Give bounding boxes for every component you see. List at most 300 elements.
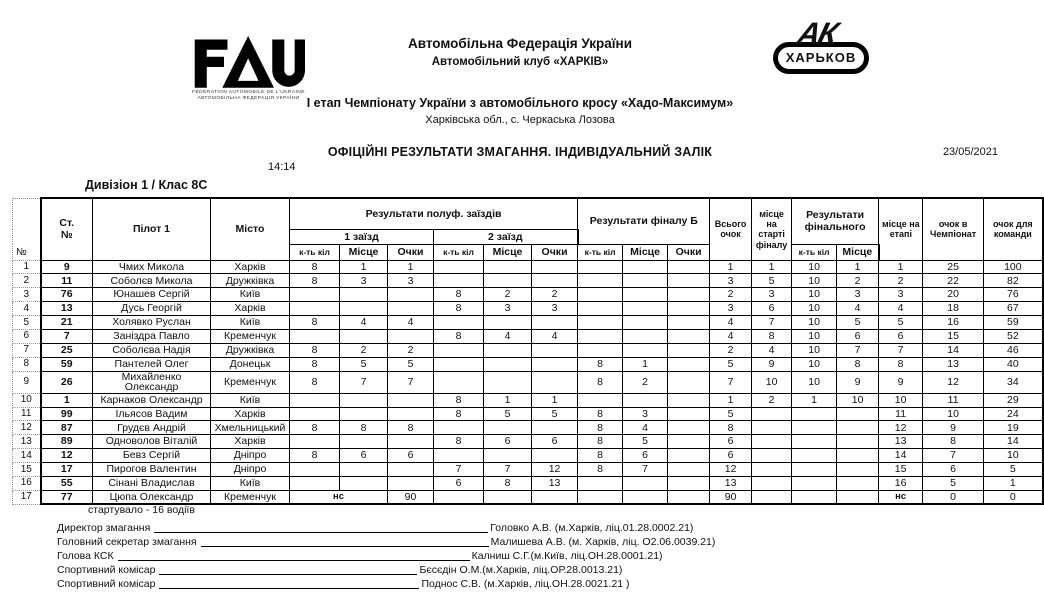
championship-points: 5: [923, 476, 984, 490]
team-points: 10: [984, 449, 1043, 463]
table-row: [13, 260, 1043, 274]
row-number: 17: [13, 490, 41, 504]
heat2-laps: 8: [434, 435, 484, 449]
heat1-laps: [290, 393, 340, 407]
final-place: 5: [837, 316, 879, 330]
finalb-laps: [578, 274, 623, 288]
finalb-place: 4: [623, 421, 668, 435]
finalb-points: [668, 302, 710, 316]
finalb-place: [623, 302, 668, 316]
heat1-laps: [290, 476, 340, 490]
city: Дніпро: [211, 463, 290, 477]
row-number: 11: [13, 407, 41, 421]
start-number: 76: [41, 288, 93, 302]
pilot-name: Цюпа Олександр: [93, 490, 211, 504]
finalb-place: 5: [623, 435, 668, 449]
table-row: [13, 449, 1043, 463]
final-laps: 10: [792, 343, 837, 357]
stage-place: 12: [879, 421, 923, 435]
heat1-points: 4: [388, 316, 434, 330]
heat1-place: [340, 393, 388, 407]
heat2-points: [532, 274, 578, 288]
event-title: І етап Чемпіонату України з автомобільного кросу «Хадо-Максимум»: [306, 96, 734, 110]
row-number: 10: [13, 393, 41, 407]
final-laps: 10: [792, 274, 837, 288]
col-header-finalb-laps: к-ть кіл: [578, 244, 623, 260]
col-header-team-points: очок для команди: [984, 198, 1043, 260]
final-place: [837, 449, 879, 463]
col-header-final: Результати фінального: [792, 198, 879, 244]
heat2-laps: 8: [434, 407, 484, 421]
pilot-name: Холявко Руслан: [93, 316, 211, 330]
total-points: 3: [710, 302, 752, 316]
heat1-laps: [290, 407, 340, 421]
finalb-points: [668, 371, 710, 393]
total-points: 4: [710, 329, 752, 343]
heat2-laps: [434, 357, 484, 371]
row-number: 12: [13, 421, 41, 435]
team-points: 0: [984, 490, 1043, 504]
col-header-final-start-place: місце на старті фіналу: [752, 198, 792, 260]
city: Кременчук: [211, 371, 290, 393]
team-points: 76: [984, 288, 1043, 302]
table-row: [13, 357, 1043, 371]
heat1-place: [340, 476, 388, 490]
table-row: [13, 288, 1043, 302]
final-laps: [792, 435, 837, 449]
pilot-name: Юнашев Сергій: [93, 288, 211, 302]
stage-place: нс: [879, 490, 923, 504]
col-header-final-place: Місце: [837, 244, 879, 260]
fau-caption-ua: АВТОМОБІЛЬНА ФЕДЕРАЦІЯ УКРАЇНИ: [197, 96, 300, 102]
stage-place: 9: [879, 371, 923, 393]
heat1-points: [388, 407, 434, 421]
finalb-laps: [578, 393, 623, 407]
row-number: 4: [13, 302, 41, 316]
heat1-laps: [290, 435, 340, 449]
col-header-heat2-points: Очки: [532, 244, 578, 260]
finalb-place: [623, 329, 668, 343]
signature-role: Голова КСК: [57, 550, 114, 562]
championship-points: 10: [923, 407, 984, 421]
final-place: [837, 463, 879, 477]
final-start-place: [752, 490, 792, 504]
heat1-place: [340, 435, 388, 449]
stage-place: 3: [879, 288, 923, 302]
championship-points: 0: [923, 490, 984, 504]
row-number: 15: [13, 463, 41, 477]
heat2-points: 5: [532, 407, 578, 421]
total-points: 12: [710, 463, 752, 477]
heat1-place: [340, 288, 388, 302]
team-points: 14: [984, 435, 1043, 449]
ak-kharkov-logo: [766, 16, 876, 74]
heat2-place: 8: [484, 476, 532, 490]
final-place: 7: [837, 343, 879, 357]
heat1-place: 1: [340, 260, 388, 274]
heat2-laps: [434, 490, 484, 504]
table-row: [13, 393, 1043, 407]
pilot-name: Чмих Микола: [93, 260, 211, 274]
pilot-name: Пирогов Валентин: [93, 463, 211, 477]
finalb-laps: [578, 288, 623, 302]
city: Дружківка: [211, 343, 290, 357]
start-number: 11: [41, 274, 93, 288]
row-number: 6: [13, 329, 41, 343]
heat2-points: [532, 343, 578, 357]
heat1-laps: 8: [290, 371, 340, 393]
col-header-row-number: №: [13, 198, 41, 260]
heat1-laps: [290, 302, 340, 316]
start-number: 26: [41, 371, 93, 393]
start-number: 77: [41, 490, 93, 504]
total-points: 4: [710, 316, 752, 330]
col-header-start-number: Ст. №: [41, 198, 93, 260]
heat2-laps: 8: [434, 302, 484, 316]
signature-underline: [159, 565, 417, 575]
finalb-place: 6: [623, 449, 668, 463]
ak-logo-initials: АК: [794, 16, 841, 51]
heat1-points: [388, 393, 434, 407]
finalb-laps: 8: [578, 407, 623, 421]
signature-role: Спортивний комісар: [57, 564, 156, 576]
heat1-points: 3: [388, 274, 434, 288]
team-points: 5: [984, 463, 1043, 477]
start-number: 12: [41, 449, 93, 463]
heat1-points: [388, 463, 434, 477]
col-header-heat1-place: Місце: [340, 244, 388, 260]
table-row: [13, 329, 1043, 343]
final-laps: 1: [792, 393, 837, 407]
pilot-name: Грудєв Андрій: [93, 421, 211, 435]
finalb-place: [623, 343, 668, 357]
heat1-points: 6: [388, 449, 434, 463]
final-laps: [792, 421, 837, 435]
city: Дніпро: [211, 449, 290, 463]
finalb-points: [668, 449, 710, 463]
signature-name: Поднос С.В. (м.Харків, ліц.ОН.28.0021.21 ): [421, 578, 630, 590]
total-points: 3: [710, 274, 752, 288]
finalb-points: [668, 343, 710, 357]
results-table-wrap: [12, 197, 1033, 505]
table-header: [13, 198, 1043, 260]
city: Київ: [211, 316, 290, 330]
heat1-points: 1: [388, 260, 434, 274]
pilot-name: Карнаков Олександр: [93, 393, 211, 407]
table-row: [13, 274, 1043, 288]
table-row: [13, 343, 1043, 357]
heat2-place: 3: [484, 302, 532, 316]
col-header-total-points: Всього очок: [710, 198, 752, 260]
championship-points: 20: [923, 288, 984, 302]
heat2-points: 4: [532, 329, 578, 343]
signature-name: Малишева А.В. (м. Харків, ліц. О2.06.0039.21): [490, 536, 716, 548]
total-points: 7: [710, 371, 752, 393]
row-number: 14: [13, 449, 41, 463]
total-points: 2: [710, 343, 752, 357]
team-points: 46: [984, 343, 1043, 357]
final-place: 1: [837, 260, 879, 274]
signature-underline: [159, 579, 419, 589]
signature-block: [57, 520, 977, 590]
heat2-points: [532, 449, 578, 463]
final-laps: 10: [792, 371, 837, 393]
event-date: 23/05/2021: [942, 146, 998, 158]
final-place: 2: [837, 274, 879, 288]
heat1-place: 4: [340, 316, 388, 330]
signature-line: [57, 562, 977, 576]
finalb-points: [668, 329, 710, 343]
heat1-points: [388, 288, 434, 302]
results-tbody: [13, 260, 1043, 504]
row-number: 16: [13, 476, 41, 490]
col-header-finalb-place: Місце: [623, 244, 668, 260]
finalb-laps: [578, 476, 623, 490]
row-number: 5: [13, 316, 41, 330]
heat1-points: [388, 302, 434, 316]
final-laps: [792, 463, 837, 477]
signature-underline: [201, 537, 489, 547]
stage-place: 14: [879, 449, 923, 463]
heat2-laps: [434, 260, 484, 274]
heat2-points: [532, 490, 578, 504]
document-header: [210, 36, 830, 159]
row-number: 3: [13, 288, 41, 302]
heat2-place: [484, 371, 532, 393]
final-laps: 10: [792, 329, 837, 343]
stage-place: 5: [879, 316, 923, 330]
city: Кременчук: [211, 329, 290, 343]
heat2-laps: 7: [434, 463, 484, 477]
finalb-laps: 8: [578, 371, 623, 393]
finalb-place: 3: [623, 407, 668, 421]
start-number: 17: [41, 463, 93, 477]
championship-points: 25: [923, 260, 984, 274]
stage-place: 15: [879, 463, 923, 477]
finalb-laps: [578, 329, 623, 343]
final-start-place: 2: [752, 393, 792, 407]
final-start-place: 4: [752, 343, 792, 357]
city: Кременчук: [211, 490, 290, 504]
col-header-championship-points: очок в Чемпіонат: [923, 198, 984, 260]
final-laps: [792, 476, 837, 490]
finalb-points: [668, 316, 710, 330]
finalb-points: [668, 435, 710, 449]
start-number: 59: [41, 357, 93, 371]
heat1-laps: 8: [290, 274, 340, 288]
finalb-points: [668, 421, 710, 435]
heat2-laps: [434, 274, 484, 288]
final-laps: 10: [792, 260, 837, 274]
results-table: [12, 197, 1044, 505]
championship-points: 22: [923, 274, 984, 288]
heat2-place: 5: [484, 407, 532, 421]
heat1-place: 3: [340, 274, 388, 288]
finalb-laps: 8: [578, 463, 623, 477]
heat2-points: [532, 357, 578, 371]
team-points: 24: [984, 407, 1043, 421]
division-class-title: Дивізіон 1 / Клас 8С: [85, 178, 208, 192]
start-number: 89: [41, 435, 93, 449]
heat2-place: [484, 490, 532, 504]
heat1-place: 8: [340, 421, 388, 435]
final-place: [837, 435, 879, 449]
finalb-laps: [578, 490, 623, 504]
finalb-points: [668, 407, 710, 421]
table-row: [13, 407, 1043, 421]
team-points: 40: [984, 357, 1043, 371]
finalb-place: [623, 274, 668, 288]
heat1-points: 90: [388, 490, 434, 504]
heat2-place: [484, 260, 532, 274]
heat2-place: 2: [484, 288, 532, 302]
start-number: 9: [41, 260, 93, 274]
start-number: 1: [41, 393, 93, 407]
finalb-laps: [578, 260, 623, 274]
signature-line: [57, 576, 977, 590]
heat1-points: [388, 435, 434, 449]
final-laps: 10: [792, 288, 837, 302]
final-place: [837, 421, 879, 435]
signature-role: Спортивний комісар: [57, 578, 156, 590]
heat1-place: [340, 463, 388, 477]
final-start-place: 6: [752, 302, 792, 316]
total-points: 1: [710, 260, 752, 274]
event-location: Харківська обл., с. Черкаська Лозова: [425, 114, 615, 126]
table-row: [13, 421, 1043, 435]
start-number: 87: [41, 421, 93, 435]
col-header-heat2: 2 заїзд: [434, 229, 578, 244]
final-start-place: [752, 476, 792, 490]
heat2-laps: [434, 449, 484, 463]
finalb-place: 1: [623, 357, 668, 371]
col-header-semifinal: Результати полуф. заїздів: [290, 198, 578, 229]
pilot-name: Ільясов Вадим: [93, 407, 211, 421]
finalb-place: 7: [623, 463, 668, 477]
row-number: 9: [13, 371, 41, 393]
document-title: ОФІЦІЙНІ РЕЗУЛЬТАТИ ЗМАГАННЯ. ІНДИВІДУАЛЬНИЙ ЗАЛІК: [327, 145, 713, 159]
final-laps: [792, 449, 837, 463]
signature-role: Головний секретар змагання: [57, 536, 197, 548]
finalb-place: [623, 288, 668, 302]
col-header-heat1: 1 заїзд: [290, 229, 434, 244]
row-number: 8: [13, 357, 41, 371]
city: Хмельницький: [211, 421, 290, 435]
final-place: 9: [837, 371, 879, 393]
table-row: [13, 316, 1043, 330]
heat2-points: [532, 371, 578, 393]
team-points: 19: [984, 421, 1043, 435]
heat2-place: [484, 274, 532, 288]
final-place: 6: [837, 329, 879, 343]
ak-logo-city: ХАРЬКОВ: [773, 42, 870, 74]
heat2-laps: 8: [434, 329, 484, 343]
row-number: 13: [13, 435, 41, 449]
city: Київ: [211, 476, 290, 490]
city: Харків: [211, 260, 290, 274]
pilot-name: Сінані Владислав: [93, 476, 211, 490]
final-start-place: 3: [752, 288, 792, 302]
city: Дружківка: [211, 274, 290, 288]
pilot-name: Бевз Сергій: [93, 449, 211, 463]
heat1-place: 6: [340, 449, 388, 463]
team-points: 34: [984, 371, 1043, 393]
championship-points: 15: [923, 329, 984, 343]
heat2-laps: 8: [434, 288, 484, 302]
team-points: 52: [984, 329, 1043, 343]
heat2-points: [532, 260, 578, 274]
final-place: [837, 476, 879, 490]
started-count: стартувало - 16 водіїв: [88, 504, 195, 516]
heat2-place: [484, 357, 532, 371]
signature-line: [57, 520, 977, 534]
heat2-place: 7: [484, 463, 532, 477]
heat2-place: 4: [484, 329, 532, 343]
final-start-place: 1: [752, 260, 792, 274]
heat1-points: [388, 329, 434, 343]
signature-name: Калниш С.Г.(м.Київ, ліц.ОН.28.0001.21): [471, 550, 663, 562]
organization-title: Автомобільна Федерація України: [408, 36, 632, 51]
table-row: [13, 476, 1043, 490]
championship-points: 9: [923, 421, 984, 435]
finalb-place: 2: [623, 371, 668, 393]
heat1-laps: 8: [290, 260, 340, 274]
row-number: 7: [13, 343, 41, 357]
heat1-place: 5: [340, 357, 388, 371]
heat2-points: 12: [532, 463, 578, 477]
pilot-name: Пантелей Олег: [93, 357, 211, 371]
championship-points: 6: [923, 463, 984, 477]
signature-line: [57, 548, 977, 562]
total-points: 8: [710, 421, 752, 435]
finalb-laps: 8: [578, 421, 623, 435]
signature-name: Бєсєдін О.М.(м.Харків, ліц.ОР.28.0013.21): [419, 564, 623, 576]
total-points: 13: [710, 476, 752, 490]
heat2-laps: [434, 421, 484, 435]
heat2-points: [532, 421, 578, 435]
city: Харків: [211, 302, 290, 316]
table-row: [13, 463, 1043, 477]
pilot-name: Соболєва Надія: [93, 343, 211, 357]
championship-points: 12: [923, 371, 984, 393]
finalb-place: [623, 393, 668, 407]
championship-points: 16: [923, 316, 984, 330]
final-start-place: [752, 435, 792, 449]
heat2-points: 1: [532, 393, 578, 407]
stage-place: 6: [879, 329, 923, 343]
col-header-finalb-points: Очки: [668, 244, 710, 260]
final-laps: 10: [792, 357, 837, 371]
heat1-laps: [290, 288, 340, 302]
finalb-place: [623, 490, 668, 504]
championship-points: 14: [923, 343, 984, 357]
heat2-points: 2: [532, 288, 578, 302]
stage-place: 2: [879, 274, 923, 288]
city: Харків: [211, 435, 290, 449]
final-start-place: 8: [752, 329, 792, 343]
col-header-final-laps: к-ть кіл: [792, 244, 837, 260]
heat1-laps: нс: [290, 490, 388, 504]
document-footer: [57, 504, 977, 590]
start-number: 25: [41, 343, 93, 357]
heat2-laps: [434, 316, 484, 330]
total-points: 6: [710, 435, 752, 449]
championship-points: 13: [923, 357, 984, 371]
stage-place: 1: [879, 260, 923, 274]
finalb-place: [623, 316, 668, 330]
pilot-name: Михайленко Олександр: [93, 371, 211, 393]
team-points: 82: [984, 274, 1043, 288]
